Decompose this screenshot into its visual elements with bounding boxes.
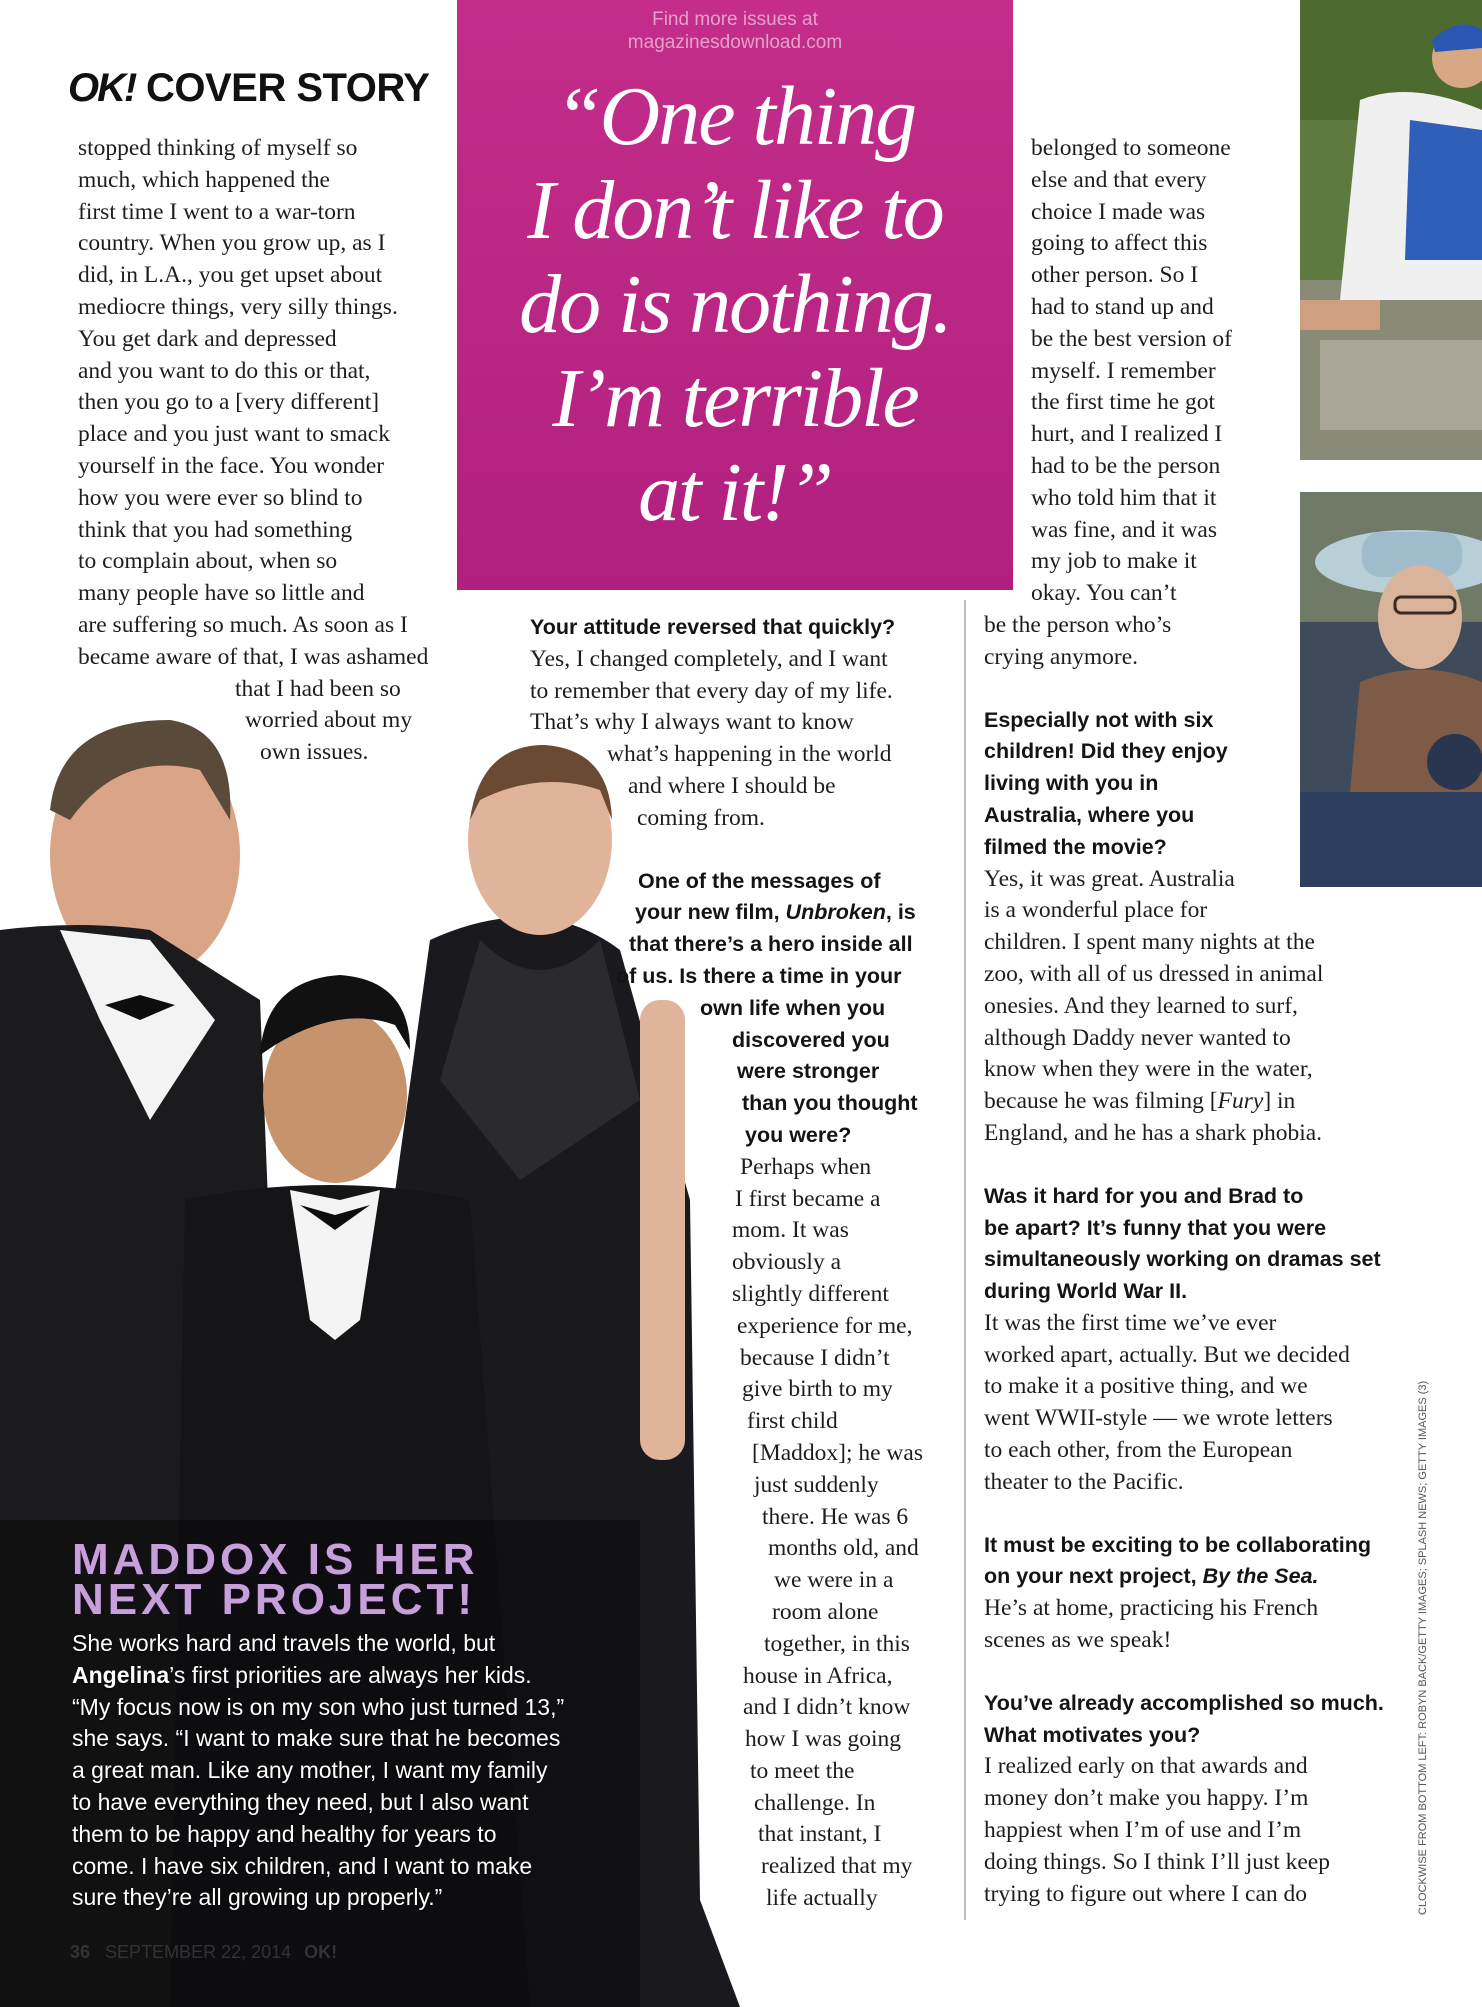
body-line: my job to make it [1031,548,1197,575]
body-line: although Daddy never wanted to [984,1024,1291,1051]
sidebar-name: Angelina [72,1661,170,1688]
question-text: One of the messages of [638,868,881,893]
column-divider [964,600,966,1920]
question-line: Australia, where you [984,802,1195,827]
body-line: months old, and [768,1535,919,1562]
page-number: 36 [70,1942,91,1962]
body-line: was fine, and it was [1031,516,1217,543]
question-text: your new film, [635,900,780,925]
sidebar-heading: MADDOX IS HER NEXT PROJECT! [72,1535,479,1624]
body-line: place and you just want to smack [78,421,390,448]
body-line: money don’t make you happy. I’m [984,1785,1309,1812]
body-text: because he was filming [ [984,1088,1218,1115]
body-line: went WWII-style — we wrote letters [984,1405,1333,1432]
body-line: became aware of that, I was ashamed [78,643,429,670]
sidebar-line: to have everything they need, but I also want [72,1788,529,1815]
body-line: You get dark and depressed [78,325,337,352]
body-line: England, and he has a shark phobia. [984,1119,1323,1146]
sidebar-text [72,1628,632,1914]
section-title: COVER STORY [145,66,430,110]
body-line: I realized early on that awards and [984,1753,1308,1780]
question-line: Was it hard for you and Brad to [984,1183,1304,1208]
body-line: trying to figure out where I can do [984,1880,1308,1907]
body-line: obviously a [732,1249,842,1276]
body-line: belonged to someone [1031,135,1231,161]
body-line: choice I made was [1031,198,1206,225]
sidebar-line: sure they’re all growing up properly.” [72,1884,443,1911]
body-line: slightly different [732,1280,889,1307]
sidebar-text-span: ’s first priorities are always her kids. [169,1661,532,1688]
body-text: ] in [1263,1088,1296,1115]
body-line: because I didn’t [740,1344,890,1371]
article-column-1 [78,133,488,769]
question-line: during World War II. [984,1279,1188,1304]
body-line: crying anymore. [984,643,1139,670]
question-line: filmed the movie? [984,834,1167,859]
body-line: know when they were in the water, [984,1056,1313,1083]
body-line: first time I went to a war-torn [78,198,356,225]
body-line: first child [747,1408,838,1435]
question-line: that there’s a hero inside all [629,932,913,957]
body-line: who told him that it [1031,484,1217,511]
body-line: did, in L.A., you get upset about [78,262,383,289]
body-line: how you were ever so blind to [78,484,363,511]
body-line: country. When you grow up, as I [78,230,386,257]
question-line: you were? [745,1122,852,1147]
body-line: realized that my [761,1853,913,1880]
body-line: zoo, with all of us dressed in animal [984,960,1324,987]
body-line: happiest when I’m of use and I’m [984,1817,1302,1844]
question-line: What motivates you? [984,1722,1201,1747]
body-line: Perhaps when [740,1153,872,1180]
question-line: discovered you [732,1027,890,1052]
body-line: That’s why I always want to know [530,709,854,736]
body-line: and you want to do this or that, [78,357,371,384]
body-line: and I didn’t know [743,1694,911,1721]
body-line: had to be the person [1031,452,1221,479]
question-line [530,897,960,929]
body-line: Yes, I changed completely, and I want [530,645,888,672]
body-line: that instant, I [758,1821,882,1848]
body-line: house in Africa, [743,1662,893,1689]
body-line: scenes as we speak! [984,1627,1172,1654]
question-line: than you thought [742,1091,918,1116]
sidebar-line: “My focus now is on my son who just turned 13,” [72,1693,565,1720]
pull-quote: “One thing I don’t like to do is nothing. I’m terrible at it!” [519,70,951,539]
body-line: hurt, and I realized I [1031,421,1223,448]
body-line: theater to the Pacific. [984,1468,1184,1495]
body-line: okay. You can’t [1031,580,1177,607]
body-line: challenge. In [754,1789,876,1816]
body-line: experience for me, [737,1312,913,1339]
body-line: what’s happening in the world [607,741,892,768]
body-line: many people have so little and [78,580,365,607]
question-line: were stronger [737,1059,880,1084]
film-title: Fury [1217,1088,1264,1115]
question-line: own life when you [700,995,886,1020]
body-line: to each other, from the European [984,1437,1293,1464]
body-line: yourself in the face. You wonder [78,452,385,479]
sidebar-line: a great man. Like any mother, I want my family [72,1757,548,1784]
sidebar-line: she says. “I want to make sure that he becomes [72,1725,561,1752]
body-line: other person. So I [1031,262,1199,289]
body-line: together, in this [764,1630,910,1657]
body-line: worried about my [245,707,413,734]
magazine-logo: OK! [68,66,136,110]
body-line: is a wonderful place for [984,897,1208,924]
article-column-3 [984,133,1404,1910]
body-line: He’s at home, practicing his French [984,1595,1319,1622]
sidebar-line: She works hard and travels the world, but [72,1630,496,1656]
film-title: By the Sea. [1202,1564,1319,1589]
body-line: and where I should be [628,772,836,799]
body-line: give birth to my [742,1376,893,1403]
body-line: room alone [772,1598,879,1625]
body-line: think that you had something [78,516,353,543]
body-line: then you go to a [very different] [78,389,380,416]
body-line: there. He was 6 [762,1503,909,1530]
question-line: Especially not with six [984,707,1214,732]
body-line: mediocre things, very silly things. [78,293,398,320]
watermark-line: Find more issues at [652,9,818,30]
body-line: to complain about, when so [78,548,338,575]
page-footer [70,1942,347,1963]
interview-question: Your attitude reversed that quickly? [530,615,896,639]
body-line: else and that every [1031,166,1207,193]
body-line: children. I spent many nights at the [984,929,1315,956]
body-line: onesies. And they learned to surf, [984,992,1298,1019]
pull-quote-box [457,0,1013,590]
watermark-line: magazinesdownload.com [627,32,843,53]
sidebar-line [72,1660,632,1692]
question-line: You’ve already accomplished so much. [984,1690,1384,1715]
body-line: had to stand up and [1031,293,1214,320]
question-text: , is [885,900,916,925]
film-title: Unbroken [785,900,886,925]
question-line: It must be exciting to be collaborating [984,1532,1372,1557]
body-line: to make it a positive thing, and we [984,1373,1308,1400]
question-line: living with you in [984,771,1159,796]
question-line [530,866,960,898]
body-line: going to affect this [1031,230,1208,257]
body-line: [Maddox]; he was [752,1439,923,1466]
sidebar-line: come. I have six children, and I want to make [72,1852,533,1879]
body-line: mom. It was [732,1217,849,1244]
body-line: to meet the [750,1757,855,1784]
body-line: we were in a [774,1567,894,1594]
question-line [984,1561,1404,1593]
question-line: of us. Is there a time in your [616,963,902,988]
body-line: be the best version of [1031,325,1233,352]
issue-date: SEPTEMBER 22, 2014 [105,1942,292,1962]
body-line: much, which happened the [78,166,330,193]
body-line: be the person who’s [984,611,1172,638]
section-header [68,66,429,111]
body-line: I first became a [735,1185,881,1212]
footer-brand: OK! [304,1942,338,1962]
body-line: worked apart, actually. But we decided [984,1341,1350,1368]
question-line: be apart? It’s funny that you were [984,1215,1327,1240]
body-line: to remember that every day of my life. [530,677,893,704]
body-line [984,1086,1404,1118]
body-line: Yes, it was great. Australia [984,865,1235,892]
body-line: are suffering so much. As soon as I [78,611,408,638]
question-line: children! Did they enjoy [984,739,1228,764]
body-line: how I was going [745,1726,901,1753]
question-text: on your next project, [984,1564,1197,1589]
body-line: that I had been so [235,675,401,702]
body-line: just suddenly [754,1471,879,1498]
body-line: own issues. [260,739,369,766]
body-line: myself. I remember [1031,357,1216,384]
body-line: doing things. So I think I’ll just keep [984,1848,1330,1875]
body-line: the first time he got [1031,389,1216,416]
body-line: It was the first time we’ve ever [984,1309,1277,1336]
question-line: simultaneously working on dramas set [984,1247,1381,1272]
body-line: life actually [766,1885,878,1912]
body-line: coming from. [637,804,765,831]
photo-credit: CLOCKWISE FROM BOTTOM LEFT: ROBYN BACK/GETTY IMAGES; SPLASH NEWS; GETTY IMAGES (3) [1417,1380,1429,1915]
sidebar-line: them to be happy and healthy for years to [72,1820,497,1847]
watermark [457,8,1013,54]
body-line: stopped thinking of myself so [78,135,358,161]
